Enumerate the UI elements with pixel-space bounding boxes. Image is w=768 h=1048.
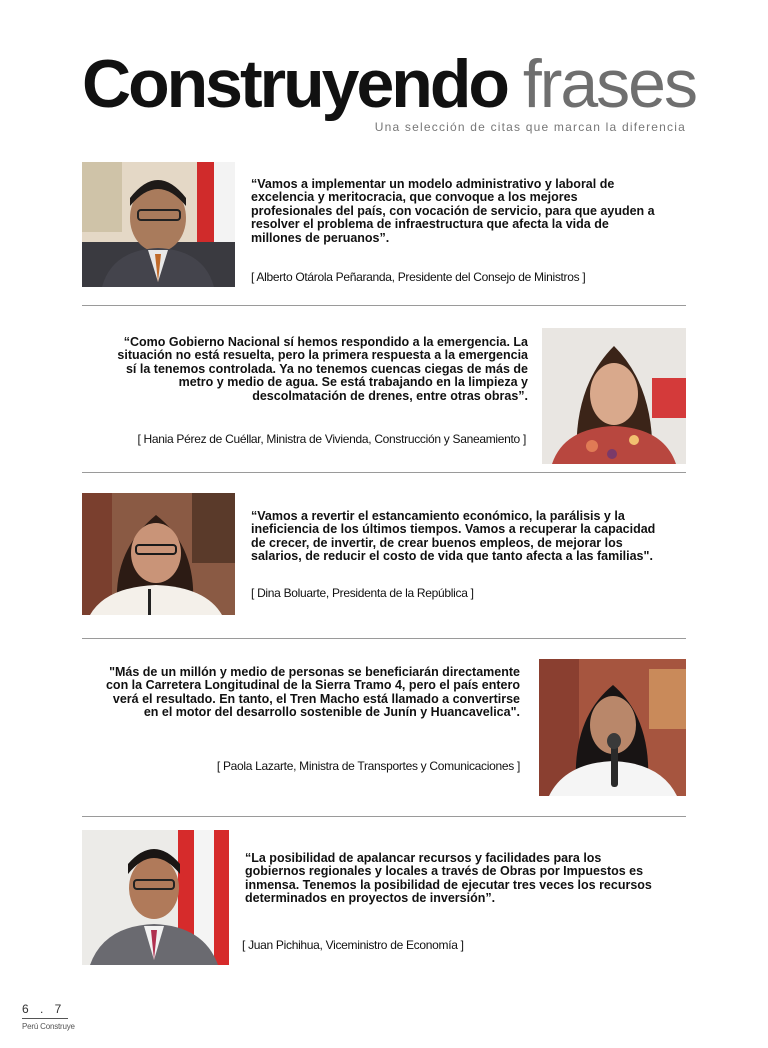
quote-text-5: “La posibilidad de apalancar recursos y facilidades para los gobiernos regionales y locales a través de Obras por Impuestos es inmensa. Tenemos la posibilidad de ejecutar tres veces los recursos determinados en proyectos de inversión”.: [245, 851, 652, 906]
page-folio: [22, 1002, 75, 1031]
divider-4: [82, 816, 686, 817]
quote-author-1: [ Alberto Otárola Peñaranda, Presidente del Consejo de Ministros ]: [251, 270, 586, 284]
portrait-photo-2: [542, 328, 686, 464]
quote-author-4: [ Paola Lazarte, Ministra de Transportes y Comunicaciones ]: [216, 759, 520, 773]
quote-author-5: [ Juan Pichihua, Viceministro de Economía ]: [242, 938, 464, 952]
title-accent: frases: [522, 46, 696, 122]
quote-author-2: [ Hania Pérez de Cuéllar, Ministra de Vivienda, Construcción y Saneamiento ]: [137, 432, 526, 446]
portrait-photo-5: [82, 830, 229, 965]
quote-text-1: “Vamos a implementar un modelo administrativo y laboral de excelencia y meritocracia, que convoque a los mejores profesionales del país, con vocación de servicio, para que ayuden a resolver el problema de infraestructura que afecta la vida de millones de peruanos”.: [251, 177, 655, 245]
portrait-photo-1: [82, 162, 235, 287]
portrait-photo-3: [82, 493, 235, 615]
magazine-name: Perú Construye: [22, 1022, 75, 1031]
page-numbers: 6 . 7: [22, 1002, 66, 1016]
quote-author-3: [ Dina Boluarte, Presidenta de la República ]: [251, 586, 474, 600]
page-title: [82, 46, 696, 122]
quote-text-4: "Más de un millón y medio de personas se beneficiarán directamente con la Carretera Longitudinal de la Sierra Tramo 4, pero el país entero verá el resultado. En tanto, el Tren Macho está llamado a convertirse en el motor del desarrollo sostenible de Junín y Huancavelica".: [105, 665, 520, 720]
title-main: Construyendo: [82, 46, 507, 122]
quote-text-3: “Vamos a revertir el estancamiento económico, la parálisis y la ineficiencia de los últimos tiempos. Vamos a recuperar la capacidad de crecer, de invertir, de crear buenos empleos, de mejorar los salarios, de reducir el costo de vida que tanto afecta a las familias".: [251, 509, 656, 564]
folio-rule: [22, 1018, 68, 1019]
divider-3: [82, 638, 686, 639]
divider-2: [82, 472, 686, 473]
divider-1: [82, 305, 686, 306]
portrait-photo-4: [539, 659, 686, 796]
quote-text-2: “Como Gobierno Nacional sí hemos respondido a la emergencia. La situación no está resuelta, pero la primera respuesta a la emergencia sí la tenemos controlada. Ya no tenemos cuencas ciegas de más de metro y medio de agua. Se está trabajando en la limpieza y descolmatación de drenes, entre otras obras”.: [117, 335, 528, 403]
page-subtitle: Una selección de citas que marcan la diferencia: [374, 120, 686, 134]
